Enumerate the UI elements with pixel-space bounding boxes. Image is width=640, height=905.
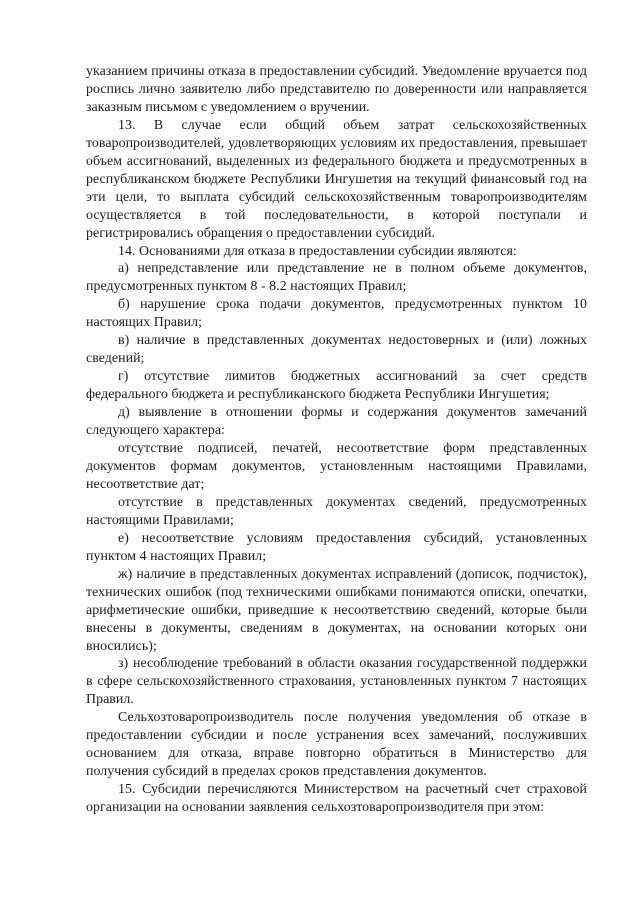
paragraph-14-zh: ж) наличие в представленных документах исправлений (дописок, подчисток), технических ошибок (под техническими ошибками понимаются описки, опечатки, арифметические ошибки, приведшие к несоответствию сведений, которые были внесены в документы, сведениям в документах, на основании которых они вносились); [86, 566, 587, 654]
paragraph-14-a: а) непредставление или представление не в полном объеме документов, предусмотренных пунктом 8 - 8.2 настоящих Правил; [86, 261, 587, 295]
paragraph-14-d-sub-2: отсутствие в представленных документах сведений, предусмотренных настоящими Правилами; [86, 494, 587, 528]
paragraph-14-z: з) несоблюдение требований в области оказания государственной поддержки в сфере сельскохозяйственного страхования, установленных пунктом 7 настоящих Правил. [86, 656, 587, 708]
paragraph-notice-delivery: указанием причины отказа в предоставлении субсидий. Уведомление вручается под роспись лично заявителю либо представителю по доверенности или направляется заказным письмом с уведомлением о вручении. [86, 64, 587, 115]
paragraph-14-d: д) выявление в отношении формы и содержания документов замечаний следующего характера: [86, 405, 587, 439]
paragraph-14: 14. Основаниями для отказа в предоставлении субсидии являются: [118, 243, 517, 259]
paragraph-13: 13. В случае если общий объем затрат сельскохозяйственных товаропроизводителей, удовлетворяющих условиям их предоставления, превышает объем ассигнований, выделенных из федерального бюджета и предусмотренных в республиканском бюджете Республики Ингушетия на текущий финансовый год на эти цели, то выплата субсидий сельскохозяйственным товаропроизводителям осуществляется в той последовательности, в которой поступали и регистрировались обращения о предоставлении субсидий. [86, 117, 587, 241]
paragraph-15: 15. Субсидии перечисляются Министерством на расчетный счет страховой организации на основании заявления сельхозтоваропроизводителя при этом: [86, 782, 587, 816]
paragraph-resubmission: Сельхозтоваропроизводитель после получения уведомления об отказе в предоставлении субсидии и после устранения всех замечаний, послуживших основанием для отказа, вправе повторно обратиться в Министерство для получения субсидий в пределах сроков представления документов. [86, 710, 587, 780]
paragraph-14-b: б) нарушение срока подачи документов, предусмотренных пунктом 10 настоящих Правил; [86, 297, 587, 331]
document-body [86, 63, 587, 817]
paragraph-14-g: г) отсутствие лимитов бюджетных ассигнований за счет средств федерального бюджета и республиканского бюджета Республики Ингушетия; [86, 369, 587, 403]
paragraph-14-d-sub-1: отсутствие подписей, печатей, несоответствие форм представленных документов формам документов, установленным настоящими Правилами, несоответствие дат; [86, 441, 587, 492]
paragraph-14-v: в) наличие в представленных документах недостоверных и (или) ложных сведений; [86, 333, 587, 367]
paragraph-14-e: е) несоответствие условиям предоставления субсидий, установленных пунктом 4 настоящих Правил; [86, 530, 587, 564]
